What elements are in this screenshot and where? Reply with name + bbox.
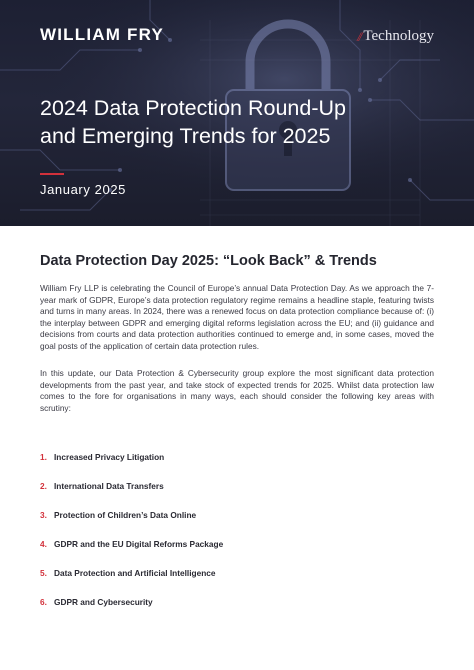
list-item	[40, 452, 223, 481]
list-item	[40, 539, 223, 568]
list-label: Protection of Children’s Data Online	[54, 510, 197, 520]
list-item	[40, 597, 223, 626]
sector-name: Technology	[363, 28, 434, 44]
sector-label	[357, 28, 434, 45]
key-areas-list	[40, 452, 223, 626]
brand-logo: WILLIAM FRY	[40, 25, 164, 44]
list-number: 5.	[40, 568, 47, 578]
list-number: 3.	[40, 510, 47, 520]
title-line-2: and Emerging Trends for 2025	[40, 124, 331, 148]
cover-banner	[0, 0, 474, 226]
section-heading: Data Protection Day 2025: “Look Back” & Trends	[40, 253, 377, 269]
list-label: GDPR and Cybersecurity	[54, 597, 153, 607]
list-label: Increased Privacy Litigation	[54, 452, 165, 462]
list-number: 4.	[40, 539, 47, 549]
list-number: 6.	[40, 597, 47, 607]
intro-paragraph: William Fry LLP is celebrating the Council of Europe’s annual Data Protection Day. As we approach the 7-year mark of GDPR, Europe’s data protection regulatory regime remains a headline staple, featuring twists and turns in many areas. In 2024, there was a renewed focus on data protection compliance because of: (i) the interplay between GDPR and emerging digital reforms legislation across the EU; and (ii) guidance and decisions from courts and data protection authorities continued to emerge and, in some cases, moved the goal posts of the application of certain data protection rules.	[40, 283, 434, 351]
list-label: GDPR and the EU Digital Reforms Package	[54, 539, 224, 549]
title-line-1: 2024 Data Protection Round-Up	[40, 96, 346, 120]
document-title	[40, 94, 440, 150]
list-label: Data Protection and Artificial Intelligence	[54, 568, 216, 578]
list-label: International Data Transfers	[54, 481, 164, 491]
publication-date: January 2025	[40, 182, 126, 197]
update-paragraph: In this update, our Data Protection & Cybersecurity group explore the most significant data protection developments from the past year, and take stock of expected trends for 2025. Whilst data protection law comes to the fore for organisations in many ways, each should consider the following key areas with scrutiny:	[40, 368, 434, 413]
list-item	[40, 510, 223, 539]
list-item	[40, 481, 223, 510]
list-item	[40, 568, 223, 597]
accent-divider	[40, 173, 64, 175]
slash-icon: //	[357, 28, 361, 44]
list-number: 1.	[40, 452, 47, 462]
list-number: 2.	[40, 481, 47, 491]
